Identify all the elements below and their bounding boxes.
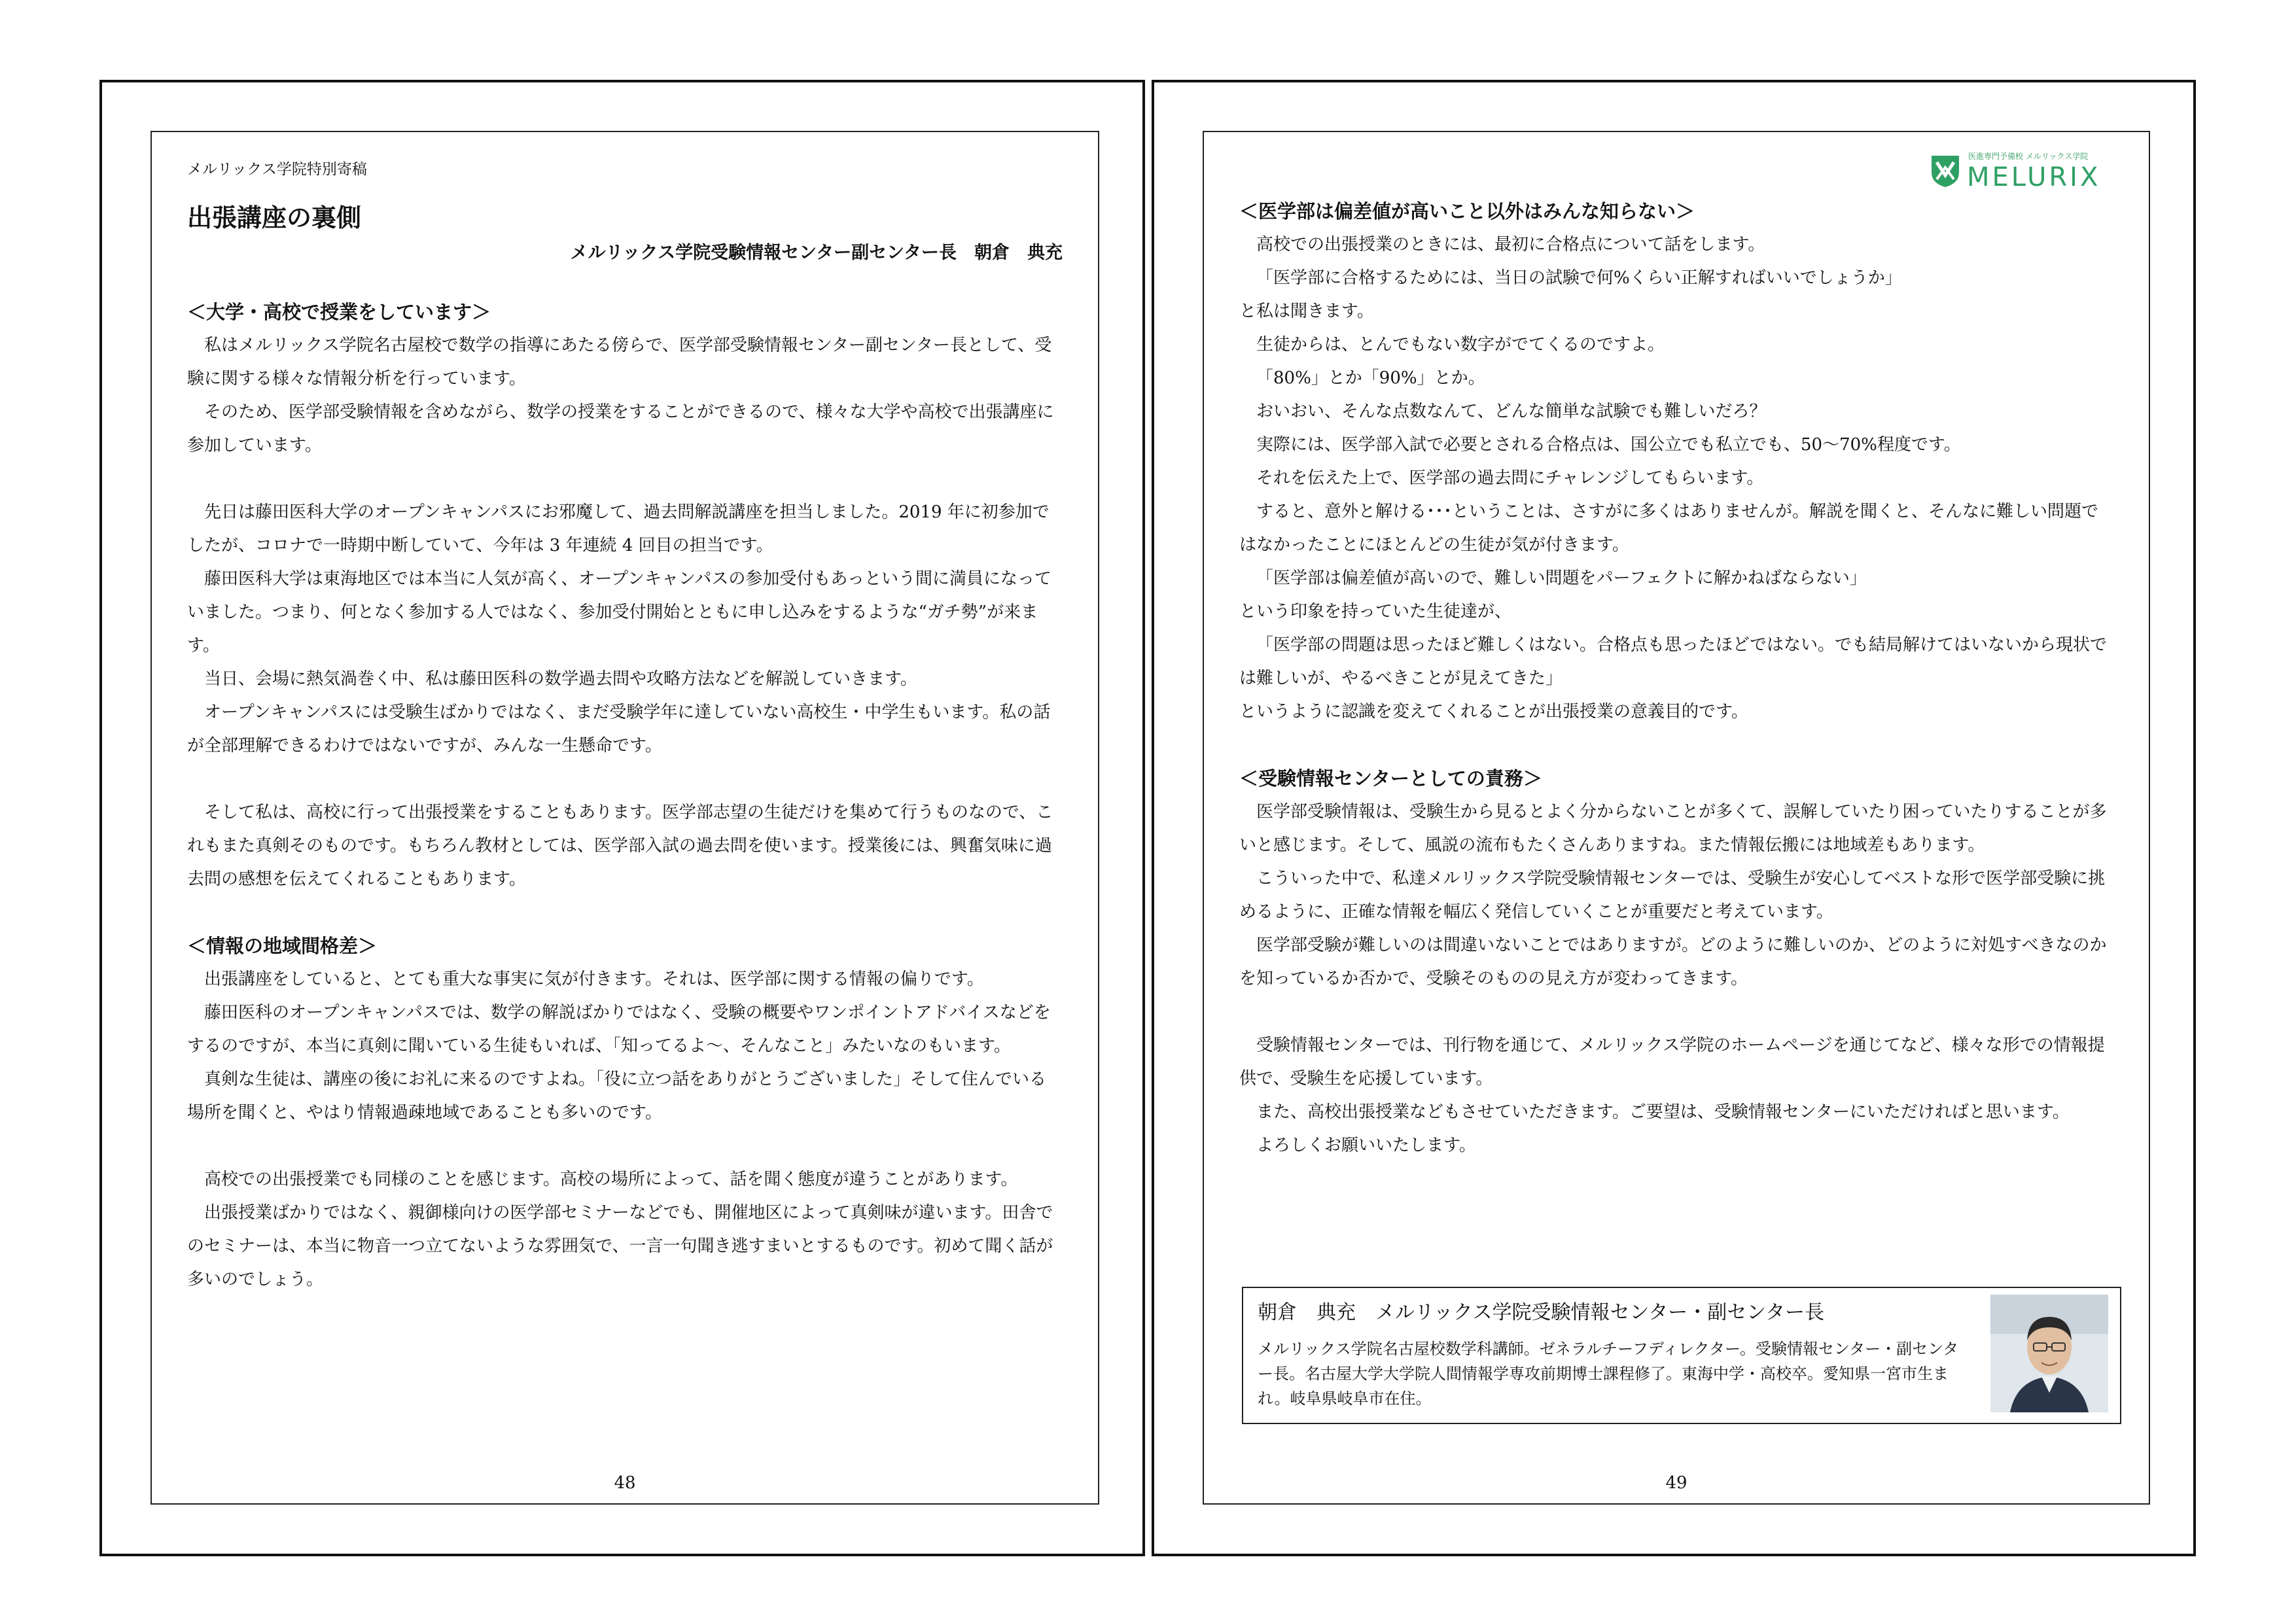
section-heading: ＜大学・高校で授業をしています＞ — [187, 301, 491, 323]
shield-logo-icon — [1929, 153, 1962, 188]
author-photo — [1990, 1295, 2108, 1412]
paragraph: オープンキャンパスには受験生ばかりではなく、まだ受験学年に達していない高校生・中学生もいます。私の話が全部理解できるわけではないですが、みんな一生懸命です。 — [187, 703, 1051, 756]
left-page — [99, 80, 1145, 1556]
paragraph: と私は聞きます。 — [1239, 302, 1374, 321]
paragraph: 「医学部は偏差値が高いので、難しい問題をパーフェクトに解かねばならない」 — [1256, 568, 1867, 588]
paragraph: そのため、医学部受験情報を含めながら、数学の授業をすることができるので、様々な大学や高校で出張講座に参加しています。 — [187, 402, 1054, 455]
profile-name: 朝倉 典充 メルリックス学院受験情報センター・副センター長 — [1258, 1301, 1825, 1324]
section-heading: ＜医学部は偏差値が高いこと以外はみんな知らない＞ — [1239, 200, 1695, 222]
paragraph: よろしくお願いいたします。 — [1256, 1136, 1476, 1155]
paragraph: すると、意外と解ける･･･ということは、さすがに多くはありませんが。解説を聞くと、そんなに難しい問題ではなかったことにほとんどの生徒が気が付きます。 — [1239, 502, 2099, 555]
paragraph: 生徒からは、とんでもない数字がでてくるのですよ。 — [1256, 335, 1665, 355]
author-profile — [1242, 1287, 2121, 1424]
paragraph: 当日、会場に熱気渦巻く中、私は藤田医科の数学過去問や攻略方法などを解説していきます。 — [204, 669, 917, 689]
profile-text: メルリックス学院名古屋校数学科講師。ゼネラルチーフディレクター。受験情報センター・副センター長。名古屋大学大学院人間情報学専攻前期博士課程修了。東海中学・高校卒。愛知県一宮市生まれ。岐阜県岐阜市在住。 — [1258, 1340, 1959, 1408]
paragraph: 「医学部の問題は思ったほど難しくはない。合格点も思ったほどではない。でも結局解けてはいないから現状では難しいが、やるべきことが見えてきた」 — [1239, 635, 2108, 688]
paragraph: 出張講座をしていると、とても重大な事実に気が付きます。それは、医学部に関する情報の偏りです。 — [204, 969, 984, 989]
left-body — [187, 296, 1063, 1297]
logo-subtitle: 医進専門予備校 メルリックス学院 — [1968, 152, 2089, 161]
paragraph: 出張授業ばかりではなく、親御様向けの医学部セミナーなどでも、開催地区によって真剣味が違います。田舎でのセミナーは、本当に物音一つ立てないような雰囲気で、一言一句聞き逃すまいとするものです。初めて聞く話が多いのでしょう。 — [187, 1203, 1053, 1289]
paragraph: 藤田医科大学は東海地区では本当に人気が高く、オープンキャンパスの参加受付もあっという間に満員になっていました。つまり、何となく参加する人ではなく、参加受付開始とともに申し込みをするような“ガチ勢”が来ます。 — [187, 569, 1052, 655]
paragraph: 先日は藤田医科大学のオープンキャンパスにお邪魔して、過去問解説講座を担当しました。2019 年に初参加でしたが、コロナで一時期中断していて、今年は 3 年連続 4 回目の担当です。 — [187, 502, 1050, 555]
paragraph: 私はメルリックス学院名古屋校で数学の指導にあたる傍らで、医学部受験情報センター副センター長として、受験に関する様々な情報分析を行っています。 — [187, 336, 1052, 389]
article-title: 出張講座の裏側 — [187, 203, 362, 232]
right-page — [1152, 80, 2196, 1556]
paragraph: 藤田医科のオープンキャンパスでは、数学の解説ばかりではなく、受験の概要やワンポイントアドバイスなどをするのですが、本当に真剣に聞いている生徒もいれば、「知ってるよ～、そんなこと」みたいなのもいます。 — [187, 1003, 1051, 1056]
paragraph: 高校での出張授業でも同様のことを感じます。高校の場所によって、話を聞く態度が違うことがあります。 — [204, 1170, 1018, 1189]
header-label: メルリックス学院特別寄稿 — [187, 161, 367, 178]
paragraph: 実際には、医学部入試で必要とされる合格点は、国公立でも私立でも、50～70%程度です。 — [1256, 435, 1961, 455]
paragraph: こういった中で、私達メルリックス学院受験情報センターでは、受験生が安心してベストな形で医学部受験に挑めるように、正確な情報を幅広く発信していくことが重要だと考えています。 — [1239, 869, 2106, 922]
paragraph: というように認識を変えてくれることが出張授業の意義目的です。 — [1239, 702, 1748, 722]
right-page-frame — [1203, 131, 2150, 1505]
paragraph: 医学部受験情報は、受験生から見るとよく分からないことが多くて、誤解していたり困っていたりすることが多いと感じます。そして、風説の流布もたくさんありますね。また情報伝搬には地域差もあります。 — [1239, 802, 2107, 855]
page-number: 49 — [1665, 1473, 1687, 1493]
paragraph: また、高校出張授業などもさせていただきます。ご要望は、受験情報センターにいただければと思います。 — [1256, 1102, 2070, 1122]
author-line: メルリックス学院受験情報センター副センター長 朝倉 典充 — [570, 243, 1063, 263]
paragraph: という印象を持っていた生徒達が、 — [1239, 602, 1512, 621]
paragraph: 「医学部に合格するためには、当日の試験で何%くらい正解すればいいでしょうか」 — [1256, 268, 1902, 288]
melurix-logo — [1929, 150, 2112, 191]
paragraph: 医学部受験が難しいのは間違いないことではありますが。どのように難しいのか、どのように対処すべきなのかを知っているか否かで、受験そのものの見え方が変わってきます。 — [1239, 935, 2107, 988]
section-heading: ＜受験情報センターとしての責務＞ — [1239, 767, 1542, 790]
paragraph: 高校での出張授業のときには、最初に合格点について話をします。 — [1256, 235, 1765, 254]
left-page-frame — [150, 131, 1099, 1505]
section-heading: ＜情報の地域間格差＞ — [187, 935, 378, 957]
paragraph: 受験情報センターでは、刊行物を通じて、メルリックス学院のホームページを通じてなど、様々な形での情報提供で、受験生を応援しています。 — [1239, 1036, 2105, 1089]
paragraph: 真剣な生徒は、講座の後にお礼に来るのですよね。「役に立つ話をありがとうございました」そして住んでいる場所を聞くと、やはり情報過疎地域であることも多いのです。 — [187, 1070, 1047, 1123]
paragraph: 「80%」とか「90%」とか。 — [1256, 368, 1485, 388]
paragraph: おいおい、そんな点数なんて、どんな簡単な試験でも難しいだろ？ — [1256, 402, 1767, 421]
paragraph: それを伝えた上で、医学部の過去問にチャレンジしてもらいます。 — [1256, 468, 1764, 488]
paragraph: そして私は、高校に行って出張授業をすることもあります。医学部志望の生徒だけを集めて行うものなので、これもまた真剣そのものです。もちろん教材としては、医学部入試の過去問を使います。授業後には、興奮気味に過去問の感想を伝えてくれることもあります。 — [187, 803, 1053, 889]
logo-wordmark: MELURIX — [1967, 162, 2101, 192]
page-number: 48 — [614, 1473, 636, 1493]
right-body — [1239, 195, 2113, 1162]
